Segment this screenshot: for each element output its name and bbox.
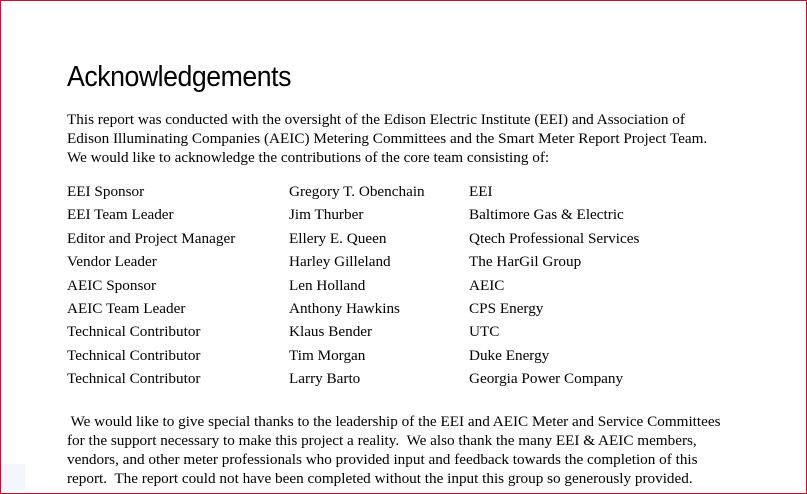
closing-line: report. The report could not have been completed without the input this group so generously provided. — [67, 470, 693, 487]
team-role: EEI Team Leader — [67, 206, 174, 224]
intro-line: We would like to acknowledge the contributions of the core team consisting of: — [67, 149, 550, 166]
table-row — [67, 320, 727, 343]
team-name: Larry Barto — [289, 370, 361, 388]
team-org: EEI — [469, 183, 493, 200]
team-role: Technical Contributor — [67, 323, 201, 341]
closing-line: vendors, and other meter professionals who provided input and feedback towards the completion of this — [67, 451, 698, 468]
team-role: Technical Contributor — [67, 370, 201, 388]
closing-line: for the support necessary to make this project a reality. We also thank the many EEI & AEIC members, — [67, 432, 697, 449]
team-role: AEIC Sponsor — [67, 276, 157, 294]
table-row — [67, 274, 727, 297]
team-org: The HarGil Group — [469, 253, 582, 271]
team-org: Qtech Professional Services — [469, 229, 640, 247]
page-corner-marker — [1, 464, 25, 490]
core-team-table — [67, 180, 727, 391]
team-org: Baltimore Gas & Electric — [469, 206, 624, 224]
closing-paragraph — [67, 412, 721, 488]
table-row — [67, 180, 727, 203]
team-org: AEIC — [469, 276, 505, 294]
table-row — [67, 203, 727, 226]
team-role: EEI Sponsor — [67, 183, 145, 200]
team-name: Harley Gilleland — [289, 253, 391, 271]
team-role: Editor and Project Manager — [67, 229, 236, 247]
intro-line: This report was conducted with the oversight of the Edison Electric Institute (EEI) and Association of — [67, 111, 685, 128]
intro-line: Edison Illuminating Companies (AEIC) Metering Committees and the Smart Meter Report Project Team. — [67, 130, 708, 147]
team-name: Anthony Hawkins — [289, 300, 400, 318]
team-name: Klaus Bender — [289, 323, 373, 341]
table-row — [67, 297, 727, 320]
team-role: Vendor Leader — [67, 253, 157, 271]
team-org: Georgia Power Company — [469, 370, 624, 388]
team-org: CPS Energy — [469, 300, 544, 318]
team-role: Technical Contributor — [67, 346, 201, 364]
page-title: Acknowledgements — [67, 61, 292, 93]
table-row — [67, 227, 727, 250]
table-row — [67, 250, 727, 273]
table-row — [67, 367, 727, 390]
table-row — [67, 344, 727, 367]
intro-paragraph — [67, 110, 707, 167]
team-org: Duke Energy — [469, 346, 550, 364]
team-name: Gregory T. Obenchain — [289, 183, 425, 200]
team-name: Tim Morgan — [289, 346, 366, 364]
team-org: UTC — [469, 323, 500, 341]
team-name: Jim Thurber — [289, 206, 364, 224]
team-name: Ellery E. Queen — [289, 229, 387, 247]
team-name: Len Holland — [289, 276, 366, 294]
closing-line: We would like to give special thanks to the leadership of the EEI and AEIC Meter and Service Committees — [67, 413, 721, 430]
team-role: AEIC Team Leader — [67, 300, 186, 318]
